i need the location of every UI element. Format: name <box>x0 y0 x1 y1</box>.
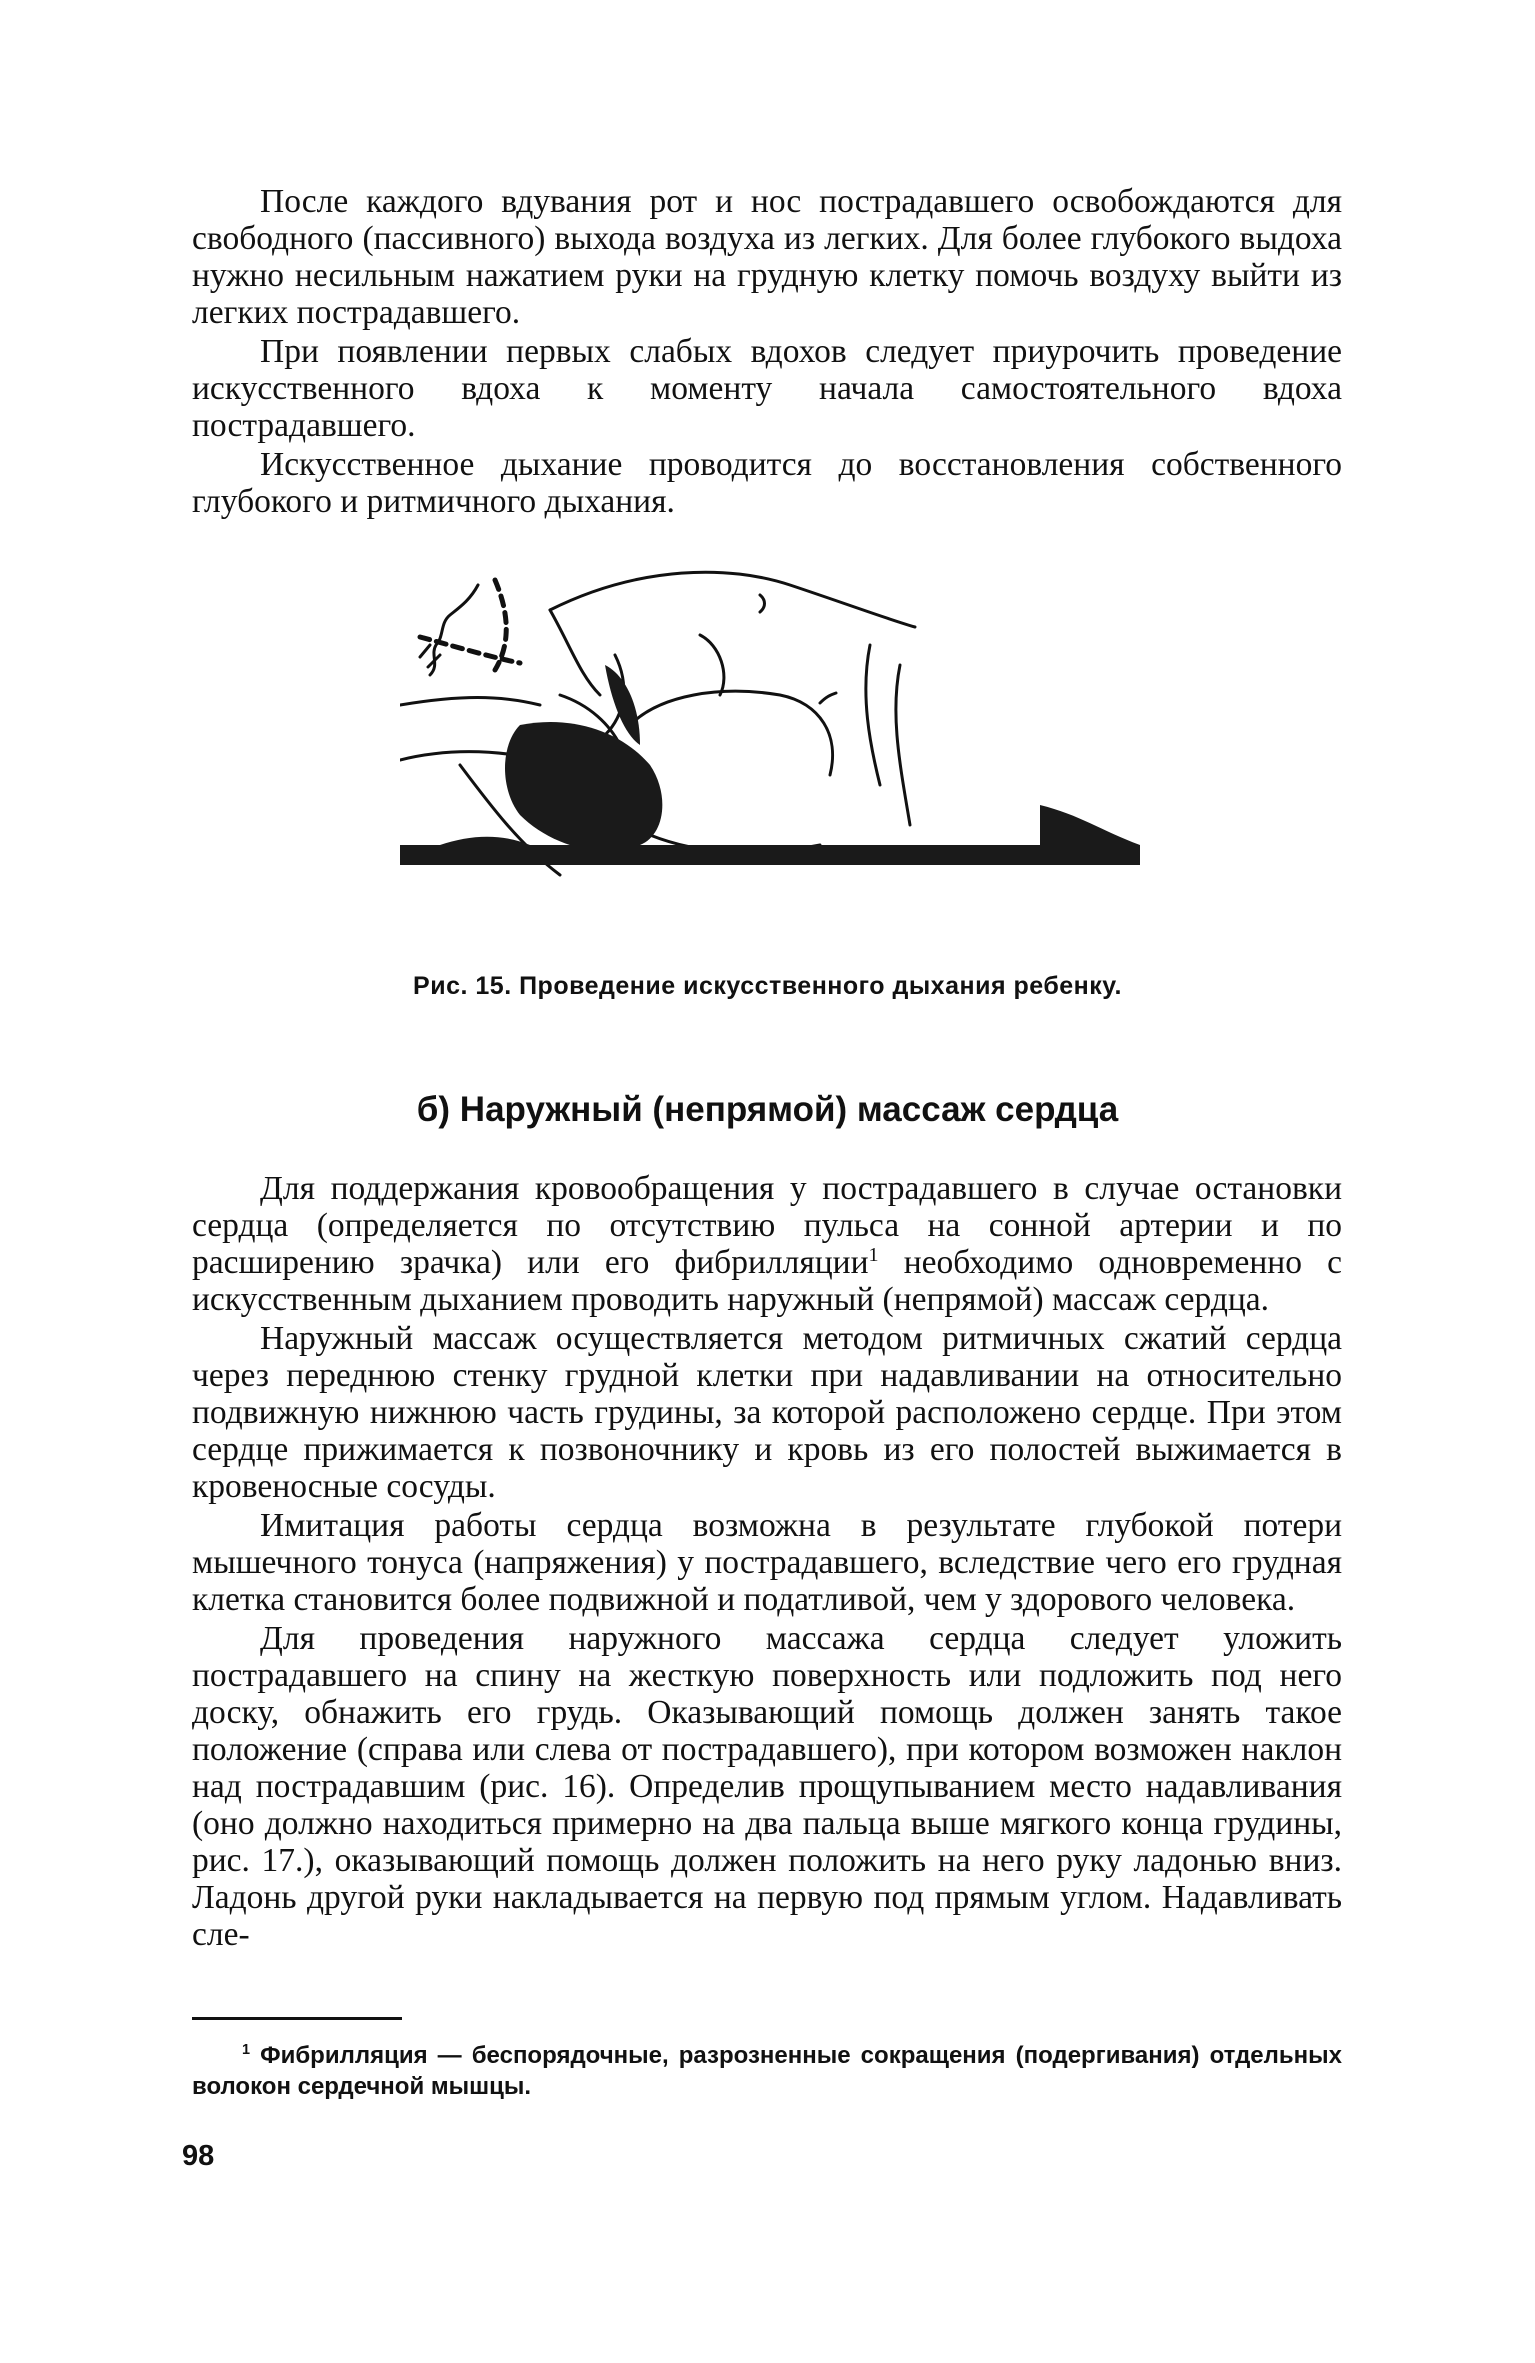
page-number: 98 <box>182 2140 215 2172</box>
paragraph-text: необходимо одновременно с искусственным дыханием проводить наружный (непрямой) массаж сердца. <box>192 1244 1342 1318</box>
figure-15-illustration <box>400 545 1140 895</box>
footnote-mark: 1 <box>242 2042 251 2058</box>
figure-caption: Рис. 15. Проведение искусственного дыхания ребенку. <box>413 972 1122 1000</box>
footnote-separator <box>192 2017 402 2020</box>
paragraph: Имитация работы сердца возможна в результате глубокой потери мышечного тонуса (напряжения) у пострадавшего, вследствие чего его грудная клетка становится более подвижной и податливой, чем у здорового человека. <box>192 1507 1342 1618</box>
paragraph: Наружный массаж осуществляется методом ритмичных сжатий сердца через переднюю стенку грудной клетки при надавливании на относительно подвижную нижнюю часть грудины, за которой расположено сердце. При этом сердце прижимается к позвоночнику и кровь из его полостей выжимается в кровеносные сосуды. <box>192 1320 1342 1505</box>
paragraph: Для проведения наружного массажа сердца следует уложить пострадавшего на спину на жесткую поверхность или подложить под него доску, обнажить его грудь. Оказывающий помощь должен занять такое положение (справа или слева от пострадавшего), при котором возможен наклон над пострадавшим (рис. 16). Определив прощупыванием место надавливания (оно должно находиться примерно на два пальца выше мягкого конца грудины, рис. 17.), оказывающий помощь должен положить на него руку ладонью вниз. Ладонь другой руки накладывается на первую под прямым углом. Надавливать сле- <box>192 1620 1342 1953</box>
footnote-text: Фибрилляция — беспорядочные, разрозненные сокращения (подергивания) отдельных волокон сердечной мышцы. <box>192 2042 1342 2100</box>
paragraph: При появлении первых слабых вдохов следует приурочить проведение искусственного вдоха к моменту начала самостоятельного вдоха пострадавшего. <box>192 333 1342 444</box>
paragraph-text: Для поддержания кровообращения у пострадавшего в случае остановки сердца (определяется по отсутствию пульса на сонной артерии и по расширению зрачка) или его фибрилляции <box>192 1170 1342 1281</box>
top-text-block <box>192 183 1342 522</box>
paragraph: После каждого вдувания рот и нос пострадавшего освобождаются для свободного (пассивного) выхода воздуха из легких. Для более глубокого выдоха нужно несильным нажатием руки на грудную клетку помочь воздуху выйти из легких пострадавшего. <box>192 183 1342 331</box>
footnote <box>192 2040 1342 2102</box>
paragraph: Искусственное дыхание проводится до восстановления собственного глубокого и ритмичного дыхания. <box>192 446 1342 520</box>
paragraph <box>192 1170 1342 1318</box>
footnote-reference: 1 <box>868 1243 879 1266</box>
child-rescue-breathing-drawing <box>400 545 1140 895</box>
section-heading: б) Наружный (непрямой) массаж сердца <box>416 1090 1119 1129</box>
bottom-text-block <box>192 1170 1342 1955</box>
